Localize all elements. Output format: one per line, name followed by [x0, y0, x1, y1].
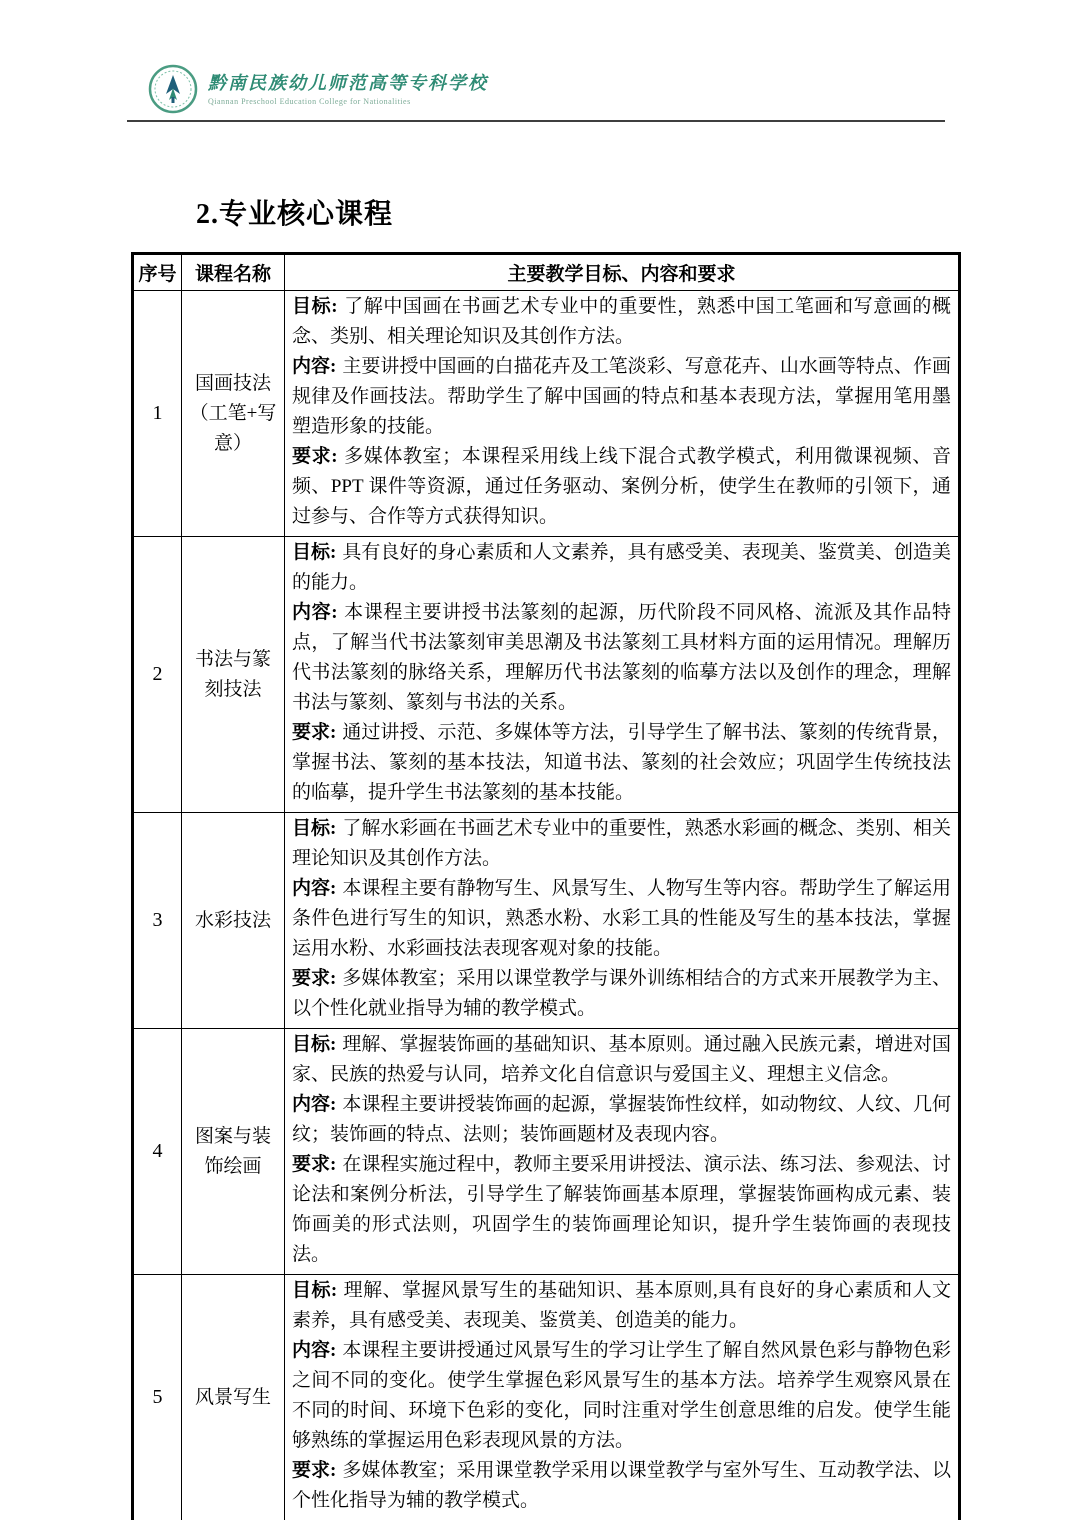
content-label: 内容:	[292, 602, 338, 623]
row-number-cell: 2	[133, 537, 182, 813]
requirement-text: 多媒体教室；本课程采用线上线下混合式教学模式，利用微课视频、音频、PPT 课件等资源，通过任务驱动、案例分析，使学生在教师的引领下，通过参与、合作等方式获得知识。	[292, 446, 951, 527]
content-text: 本课程主要讲授书法篆刻的起源，历代阶段不同风格、流派及其作品特点，了解当代书法篆刻审美思潮及书法篆刻工具材料方面的运用情况。理解历代书法篆刻的脉络关系，理解历代书法篆刻的临摹方法以及创作的理念，理解书法与篆刻、篆刻与书法的关系。	[292, 602, 951, 713]
course-detail-cell	[285, 813, 960, 1029]
row-number-cell: 4	[133, 1029, 182, 1275]
page-title: 2.专业核心课程	[196, 199, 394, 230]
goal-text: 具有良好的身心素质和人文素养，具有感受美、表现美、鉴赏美、创造美的能力。	[292, 542, 951, 593]
content-section	[292, 874, 951, 964]
core-courses-table	[131, 252, 961, 1520]
goal-label: 目标:	[292, 296, 338, 317]
table-row	[133, 537, 960, 813]
course-name-cell: 书法与篆刻技法	[182, 537, 285, 813]
goal-text: 了解水彩画在书画艺术专业中的重要性，熟悉水彩画的概念、类别、相关理论知识及其创作方法。	[292, 818, 951, 869]
row-number-cell: 3	[133, 813, 182, 1029]
requirement-text: 在课程实施过程中，教师主要采用讲授法、演示法、练习法、参观法、讨论法和案例分析法，引导学生了解装饰画基本原理，掌握装饰画构成元素、装饰画美的形式法则，巩固学生的装饰画理论知识，提升学生装饰画的表现技法。	[292, 1154, 951, 1265]
course-detail-cell	[285, 1029, 960, 1275]
requirement-section	[292, 1150, 951, 1270]
requirement-label: 要求:	[292, 446, 338, 467]
requirement-label: 要求:	[292, 968, 337, 989]
school-seal-icon	[148, 64, 198, 114]
school-name-zh: 黔南民族幼儿师范高等专科学校	[208, 73, 488, 93]
course-name-cell: 国画技法（工笔+写意）	[182, 291, 285, 537]
content-section	[292, 1090, 951, 1150]
goal-section	[292, 292, 951, 352]
goal-text: 理解、掌握风景写生的基础知识、基本原则,具有良好的身心素质和人文素养，具有感受美、表现美、鉴赏美、创造美的能力。	[292, 1280, 952, 1331]
page-header	[127, 64, 945, 122]
school-name-block	[208, 64, 488, 106]
requirement-text: 多媒体教室；采用课堂教学采用以课堂教学与室外写生、互动教学法、以个性化指导为辅的教学模式。	[292, 1460, 951, 1511]
course-detail-cell	[285, 537, 960, 813]
requirement-label: 要求:	[292, 1460, 337, 1481]
requirement-text: 多媒体教室；采用以课堂教学与课外训练相结合的方式来开展教学为主、以个性化就业指导为辅的教学模式。	[292, 968, 951, 1019]
table-row	[133, 813, 960, 1029]
content-text: 主要讲授中国画的白描花卉及工笔淡彩、写意花卉、山水画等特点、作画规律及作画技法。帮助学生了解中国画的特点和基本表现方法，掌握用笔用墨塑造形象的技能。	[292, 356, 951, 437]
goal-label: 目标:	[292, 818, 337, 839]
content-label: 内容:	[292, 356, 337, 377]
row-number-cell: 1	[133, 291, 182, 537]
content-text: 本课程主要有静物写生、风景写生、人物写生等内容。帮助学生了解运用条件色进行写生的知识，熟悉水粉、水彩工具的性能及写生的基本技法，掌握运用水粉、水彩画技法表现客观对象的技能。	[292, 878, 951, 959]
content-text: 本课程主要讲授通过风景写生的学习让学生了解自然风景色彩与静物色彩之间不同的变化。使学生掌握色彩风景写生的基本方法。培养学生观察风景在不同的时间、环境下色彩的变化，同时注重对学生创意思维的启发。使学生能够熟练的掌握运用色彩表现风景的方法。	[292, 1340, 951, 1451]
goal-text: 理解、掌握装饰画的基础知识、基本原则。通过融入民族元素，增进对国家、民族的热爱与认同，培养文化自信意识与爱国主义、理想主义信念。	[292, 1034, 951, 1085]
row-number-cell: 5	[133, 1275, 182, 1520]
goal-section	[292, 814, 951, 874]
table-row	[133, 291, 960, 537]
course-name-cell: 图案与装饰绘画	[182, 1029, 285, 1275]
col-header-course: 课程名称	[182, 254, 285, 291]
content-section	[292, 598, 951, 718]
requirement-label: 要求:	[292, 1154, 337, 1175]
header-divider	[127, 120, 945, 122]
goal-label: 目标:	[292, 1034, 337, 1055]
content-text: 本课程主要讲授装饰画的起源，掌握装饰性纹样，如动物纹、人纹、几何纹；装饰画的特点、法则；装饰画题材及表现内容。	[292, 1094, 951, 1145]
content-label: 内容:	[292, 1094, 337, 1115]
requirement-section	[292, 718, 951, 808]
course-name-cell: 水彩技法	[182, 813, 285, 1029]
goal-section	[292, 1030, 951, 1090]
table-row	[133, 1029, 960, 1275]
requirement-section	[292, 964, 951, 1024]
course-detail-cell	[285, 291, 960, 537]
goal-label: 目标:	[292, 1280, 338, 1301]
table-header-row	[133, 254, 960, 291]
goal-label: 目标:	[292, 542, 337, 563]
requirement-section	[292, 1456, 951, 1516]
table-row	[133, 1275, 960, 1520]
course-name-cell: 风景写生	[182, 1275, 285, 1520]
course-detail-cell	[285, 1275, 960, 1520]
content-section	[292, 1336, 951, 1456]
col-header-number: 序号	[133, 254, 182, 291]
col-header-detail: 主要教学目标、内容和要求	[285, 254, 960, 291]
content-label: 内容:	[292, 878, 337, 899]
requirement-section	[292, 442, 951, 532]
school-name-en: Qiannan Preschool Education College for Nationalities	[208, 97, 411, 106]
goal-section	[292, 538, 951, 598]
goal-text: 了解中国画在书画艺术专业中的重要性，熟悉中国工笔画和写意画的概念、类别、相关理论知识及其创作方法。	[292, 296, 951, 347]
content-section	[292, 352, 951, 442]
requirement-text: 通过讲授、示范、多媒体等方法，引导学生了解书法、篆刻的传统背景，掌握书法、篆刻的基本技法，知道书法、篆刻的社会效应；巩固学生传统技法的临摹，提升学生书法篆刻的基本技能。	[292, 722, 951, 803]
school-logo	[148, 64, 945, 114]
goal-section	[292, 1276, 951, 1336]
content-label: 内容:	[292, 1340, 337, 1361]
requirement-label: 要求:	[292, 722, 337, 743]
